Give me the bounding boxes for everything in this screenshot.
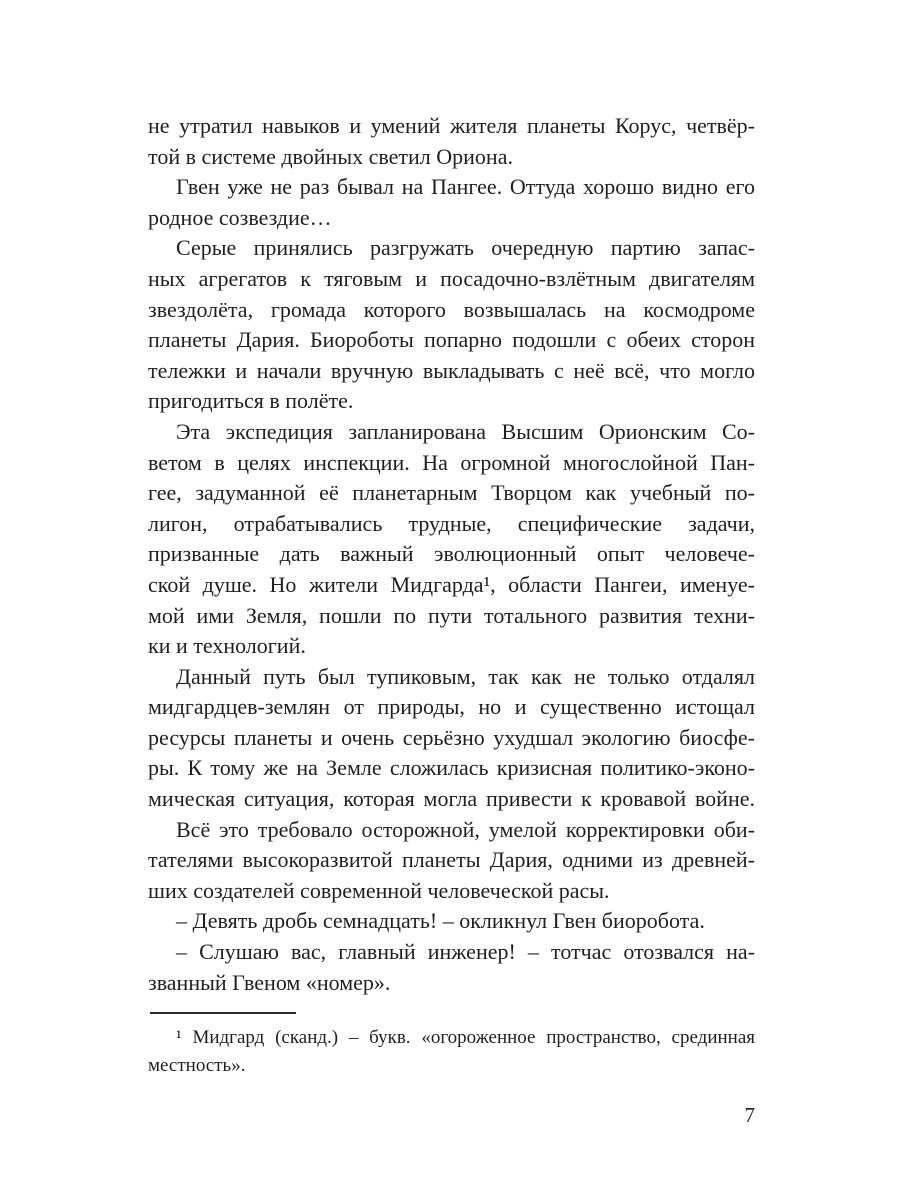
footnote: [148, 1024, 755, 1080]
text-line: ветом в целях инспекции. На огромной многослойной Пан-: [148, 449, 755, 475]
text-line: тателями высокоразвитой планеты Дария, одними из древней-: [148, 847, 755, 873]
text-line: звездолёта, громада которого возвышалась на космодроме: [148, 296, 755, 322]
text-line: гее, задуманной её планетарным Творцом как учебный по-: [148, 480, 755, 506]
text-line: ных агрегатов к тяговым и посадочно-взлётным двигателям: [148, 265, 755, 291]
text-line: – Девять дробь семнадцать! – окликнул Гвен биоробота.: [176, 908, 705, 934]
text-line: местность».: [148, 1055, 246, 1076]
text-line: званный Гвеном «номер».: [148, 969, 391, 995]
footnote-separator: [150, 1012, 296, 1014]
text-line: пригодиться в полёте.: [148, 388, 354, 414]
text-line: лигон, отрабатывались трудные, специфические задачи,: [148, 510, 755, 536]
text-block: [148, 111, 755, 998]
text-line: Всё это требовало осторожной, умелой корректировки оби-: [176, 816, 755, 842]
text-line: не утратил навыков и умений жителя планеты Корус, четвёр-: [148, 113, 755, 138]
text-line: Гвен уже не раз бывал на Пангее. Оттуда хорошо видно его: [176, 174, 755, 200]
text-line: – Слушаю вас, главный инженер! – тотчас отозвался на-: [176, 939, 755, 965]
text-line: ской душе. Но жители Мидгарда¹, области Пангеи, именуе-: [148, 571, 755, 597]
text-line: Серые принялись разгружать очередную партию запас-: [176, 235, 755, 261]
text-line: тележки и начали вручную выкладывать с неё всё, что могло: [148, 357, 755, 383]
page-number: 7: [744, 1103, 755, 1127]
text-line: мой ими Земля, пошли по пути тотального развития техни-: [148, 602, 755, 628]
text-line: той в системе двойных светил Ориона.: [148, 143, 513, 169]
text-line: ших создателей современной человеческой расы.: [148, 877, 610, 903]
text-line: ры. К тому же на Земле сложилась кризисная политико-эконо-: [148, 755, 755, 781]
text-line: родное созвездие…: [148, 204, 332, 230]
text-line: планеты Дария. Биороботы попарно подошли с обеих сторон: [148, 327, 755, 353]
text-line: ресурсы планеты и очень серьёзно ухудшал экологию биосфе-: [148, 724, 755, 750]
text-line: ¹ Мидгард (сканд.) – букв. «огороженное пространство, срединная: [176, 1027, 755, 1048]
text-line: мическая ситуация, которая могла привести к кровавой войне.: [148, 786, 755, 812]
text-line: ки и технологий.: [148, 633, 306, 659]
text-line: призванные дать важный эволюционный опыт человече-: [148, 541, 755, 567]
text-line: мидгардцев-землян от природы, но и существенно истощал: [148, 694, 755, 720]
text-line: Данный путь был тупиковым, так как не только отдалял: [176, 663, 755, 689]
text-line: Эта экспедиция запланирована Высшим Орионским Со-: [176, 418, 755, 444]
